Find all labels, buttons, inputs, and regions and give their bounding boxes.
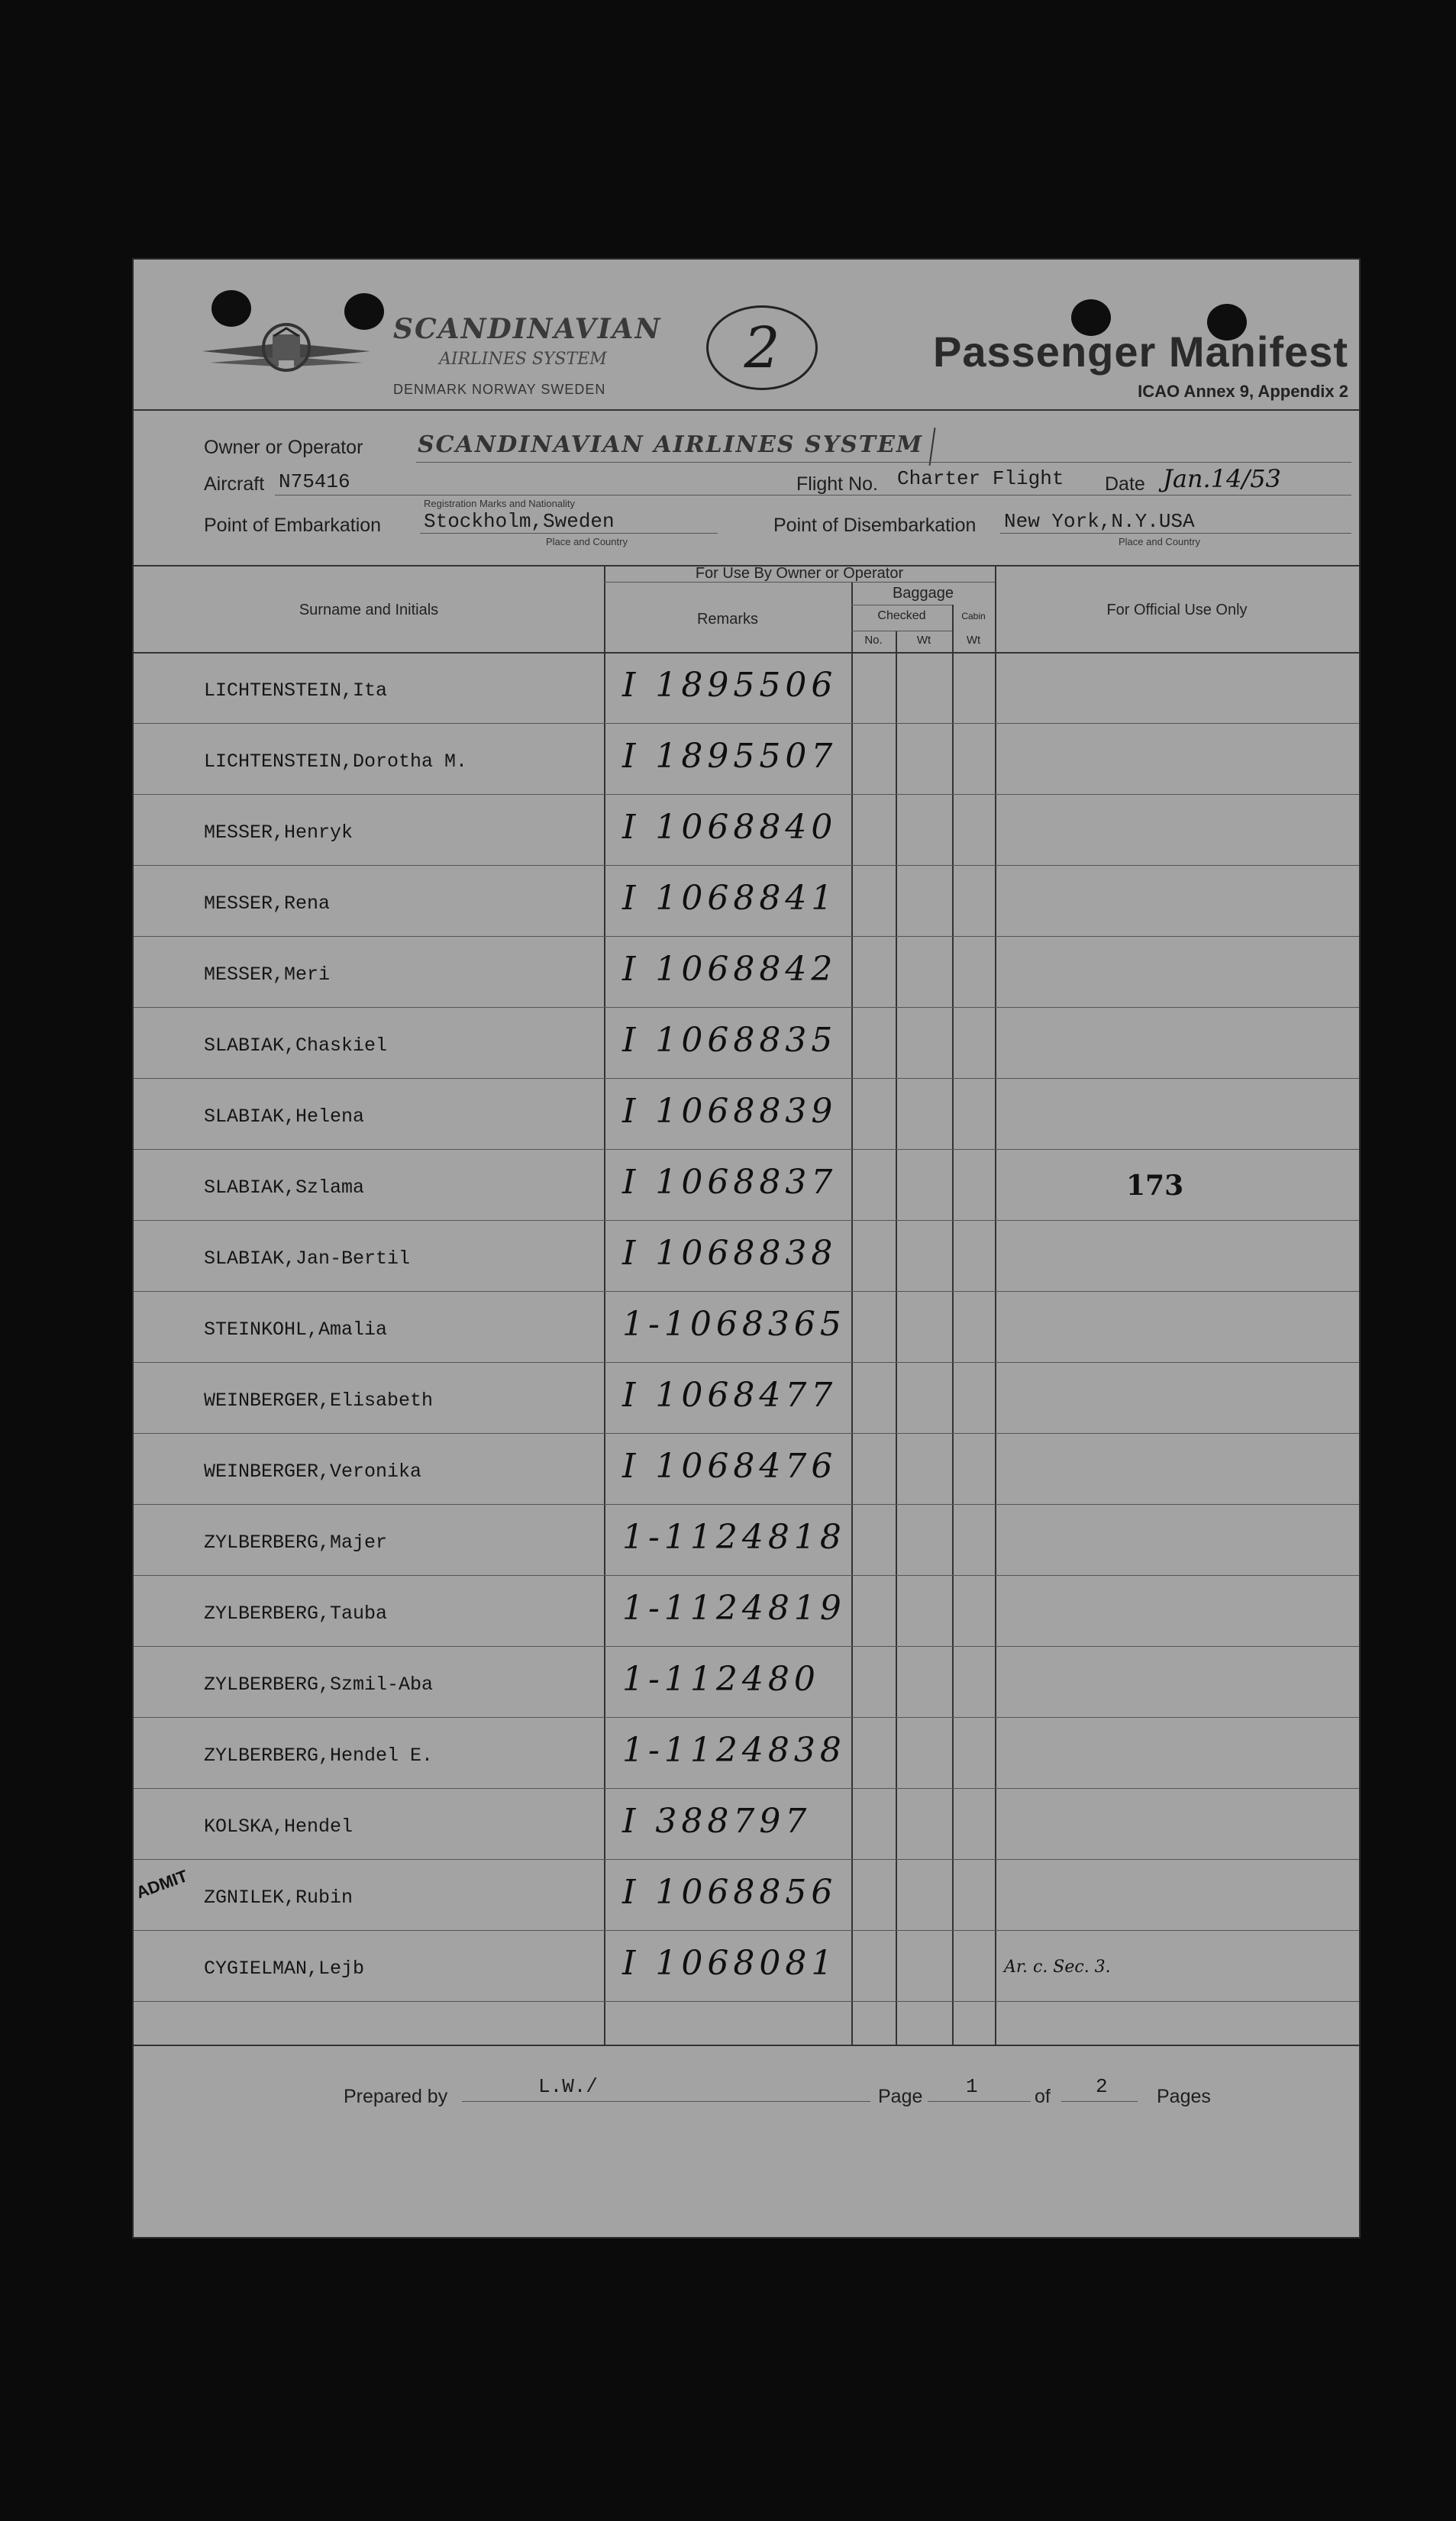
official-number: 173	[1126, 1170, 1184, 1202]
passenger-name: ZYLBERBERG,Szmil-Aba	[204, 1674, 434, 1696]
circled-number-text: 2	[744, 315, 780, 381]
embarkation-value: Stockholm,Sweden	[424, 510, 615, 533]
disembarkation-underline	[1000, 533, 1351, 534]
passenger-name: WEINBERGER,Elisabeth	[204, 1390, 434, 1412]
of-underline	[1061, 2101, 1138, 2102]
date-value: Jan.14/53	[1163, 464, 1281, 493]
passenger-remark: I 1068856	[622, 1873, 838, 1912]
passenger-remark: I 1068839	[622, 1092, 838, 1131]
passenger-remark: I 1068838	[622, 1234, 838, 1273]
aircraft-value: N75416	[279, 470, 350, 493]
row-divider	[134, 1078, 1359, 1079]
date-label: Date	[1105, 473, 1145, 495]
official-note: Ar. c. Sec. 3.	[1004, 1958, 1111, 1977]
col-official: For Official Use Only	[1106, 602, 1248, 618]
row-divider	[134, 865, 1359, 866]
owner-mark	[929, 428, 936, 466]
flight-label: Flight No.	[796, 473, 878, 495]
passenger-remark: I 1068840	[622, 808, 838, 847]
of-label: of	[1035, 2086, 1051, 2107]
col-surname: Surname and Initials	[299, 602, 439, 618]
passenger-remark: I 1068837	[622, 1163, 838, 1202]
passenger-remark: I 1895507	[622, 737, 838, 776]
row-divider	[134, 936, 1359, 937]
countries-line: DENMARK NORWAY SWEDEN	[393, 382, 606, 397]
prepared-label: Prepared by	[344, 2086, 448, 2107]
prepared-underline	[462, 2101, 870, 2102]
disembarkation-note: Place and Country	[1119, 536, 1200, 547]
owner-underline	[416, 462, 1351, 463]
row-divider	[134, 2001, 1359, 2002]
col-cabin: Cabin	[961, 611, 986, 621]
disembarkation-label: Point of Disembarkation	[773, 515, 977, 536]
row-divider	[134, 1433, 1359, 1434]
header-divider	[134, 409, 1359, 411]
row-divider	[134, 794, 1359, 795]
col-divider-cabin	[952, 605, 954, 2046]
col-owner-use: For Use By Owner or Operator	[695, 565, 904, 582]
table-bottom-border	[134, 2045, 1359, 2046]
row-divider	[134, 1717, 1359, 1718]
page-underline	[928, 2101, 1031, 2102]
flight-value: Charter Flight	[897, 467, 1064, 490]
embarkation-label: Point of Embarkation	[204, 515, 382, 536]
row-divider	[134, 1362, 1359, 1363]
passenger-remark: 1-1124838	[622, 1731, 846, 1770]
passenger-name: SLABIAK,Jan-Bertil	[204, 1248, 411, 1270]
table-header-bottom	[134, 652, 1359, 654]
passenger-name: MESSER,Meri	[204, 964, 331, 986]
of-value: 2	[1096, 2075, 1108, 2098]
col-wt-cabin: Wt	[966, 634, 981, 647]
col-remarks: Remarks	[696, 611, 758, 628]
col-checked: Checked	[877, 609, 926, 622]
col-divider-official	[995, 565, 996, 2046]
passenger-name: SLABIAK,Szlama	[204, 1177, 365, 1199]
row-divider	[134, 1646, 1359, 1647]
passenger-name: ZYLBERBERG,Tauba	[204, 1603, 388, 1625]
passenger-name: WEINBERGER,Veronika	[204, 1461, 422, 1483]
row-divider	[134, 1220, 1359, 1221]
passenger-remark: I 1068842	[622, 950, 838, 989]
passenger-name: ZYLBERBERG,Majer	[204, 1532, 388, 1554]
row-divider	[134, 1504, 1359, 1505]
passenger-name: KOLSKA,Hendel	[204, 1816, 354, 1838]
airline-system-script: AIRLINES SYSTEM	[439, 350, 607, 369]
page-label: Page	[878, 2086, 923, 2107]
passenger-remark: I 1068835	[622, 1021, 838, 1060]
row-divider	[134, 1575, 1359, 1576]
passenger-remark: I 388797	[622, 1802, 812, 1841]
col-baggage: Baggage	[892, 585, 954, 602]
pages-label: Pages	[1157, 2086, 1211, 2107]
row-divider	[134, 1788, 1359, 1789]
passenger-name: ZGNILEK,Rubin	[204, 1887, 354, 1909]
col-divider-remarks	[604, 565, 605, 2046]
passenger-remark: I 1068081	[622, 1944, 838, 1983]
passenger-remark: I 1068841	[622, 879, 838, 918]
passenger-remark: 1-112480	[622, 1660, 820, 1699]
passenger-name: MESSER,Henryk	[204, 822, 354, 844]
passenger-remark: 1-1068365	[622, 1305, 846, 1344]
col-wt-checked: Wt	[916, 634, 931, 647]
col-divider-wt1	[896, 631, 897, 2046]
passenger-remark: I 1068476	[622, 1447, 838, 1486]
owner-value: SCANDINAVIAN AIRLINES SYSTEM	[418, 431, 924, 458]
row-divider	[134, 1149, 1359, 1150]
page-subtitle: ICAO Annex 9, Appendix 2	[1138, 382, 1348, 401]
passenger-remark: I 1895506	[622, 666, 838, 705]
prepared-value: L.W./	[538, 2075, 599, 2098]
row-divider	[134, 723, 1359, 724]
manifest-sheet	[134, 260, 1359, 2237]
passenger-name: CYGIELMAN,Lejb	[204, 1958, 365, 1980]
registration-note: Registration Marks and Nationality	[424, 498, 575, 509]
owner-label: Owner or Operator	[204, 437, 363, 458]
airline-logo-icon	[195, 305, 378, 405]
row-divider	[134, 1930, 1359, 1931]
admit-stamp: ADMIT	[134, 1866, 191, 1903]
col-no: No.	[864, 634, 883, 647]
aircraft-label: Aircraft	[204, 473, 265, 495]
passenger-name: STEINKOHL,Amalia	[204, 1319, 388, 1341]
passenger-remark: I 1068477	[622, 1376, 838, 1415]
circled-page-number	[706, 305, 818, 390]
passenger-name: LICHTENSTEIN,Dorotha M.	[204, 750, 468, 773]
passenger-name: MESSER,Rena	[204, 893, 331, 915]
page-title: Passenger Manifest	[933, 328, 1348, 376]
passenger-name: SLABIAK,Chaskiel	[204, 1035, 388, 1057]
embarkation-note: Place and Country	[546, 536, 628, 547]
embarkation-underline	[420, 533, 718, 534]
disembarkation-value: New York,N.Y.USA	[1004, 510, 1195, 533]
row-divider	[134, 1007, 1359, 1008]
passenger-name: SLABIAK,Helena	[204, 1106, 365, 1128]
airline-name-script: SCANDINAVIAN	[393, 313, 662, 345]
passenger-name: LICHTENSTEIN,Ita	[204, 679, 388, 702]
page-value: 1	[966, 2075, 978, 2098]
row-divider	[134, 1291, 1359, 1292]
row-divider	[134, 1859, 1359, 1860]
passenger-remark: 1-1124818	[622, 1518, 846, 1557]
passenger-remark: 1-1124819	[622, 1589, 846, 1628]
col-divider-baggage	[851, 582, 853, 2046]
passenger-name: ZYLBERBERG,Hendel E.	[204, 1745, 434, 1767]
